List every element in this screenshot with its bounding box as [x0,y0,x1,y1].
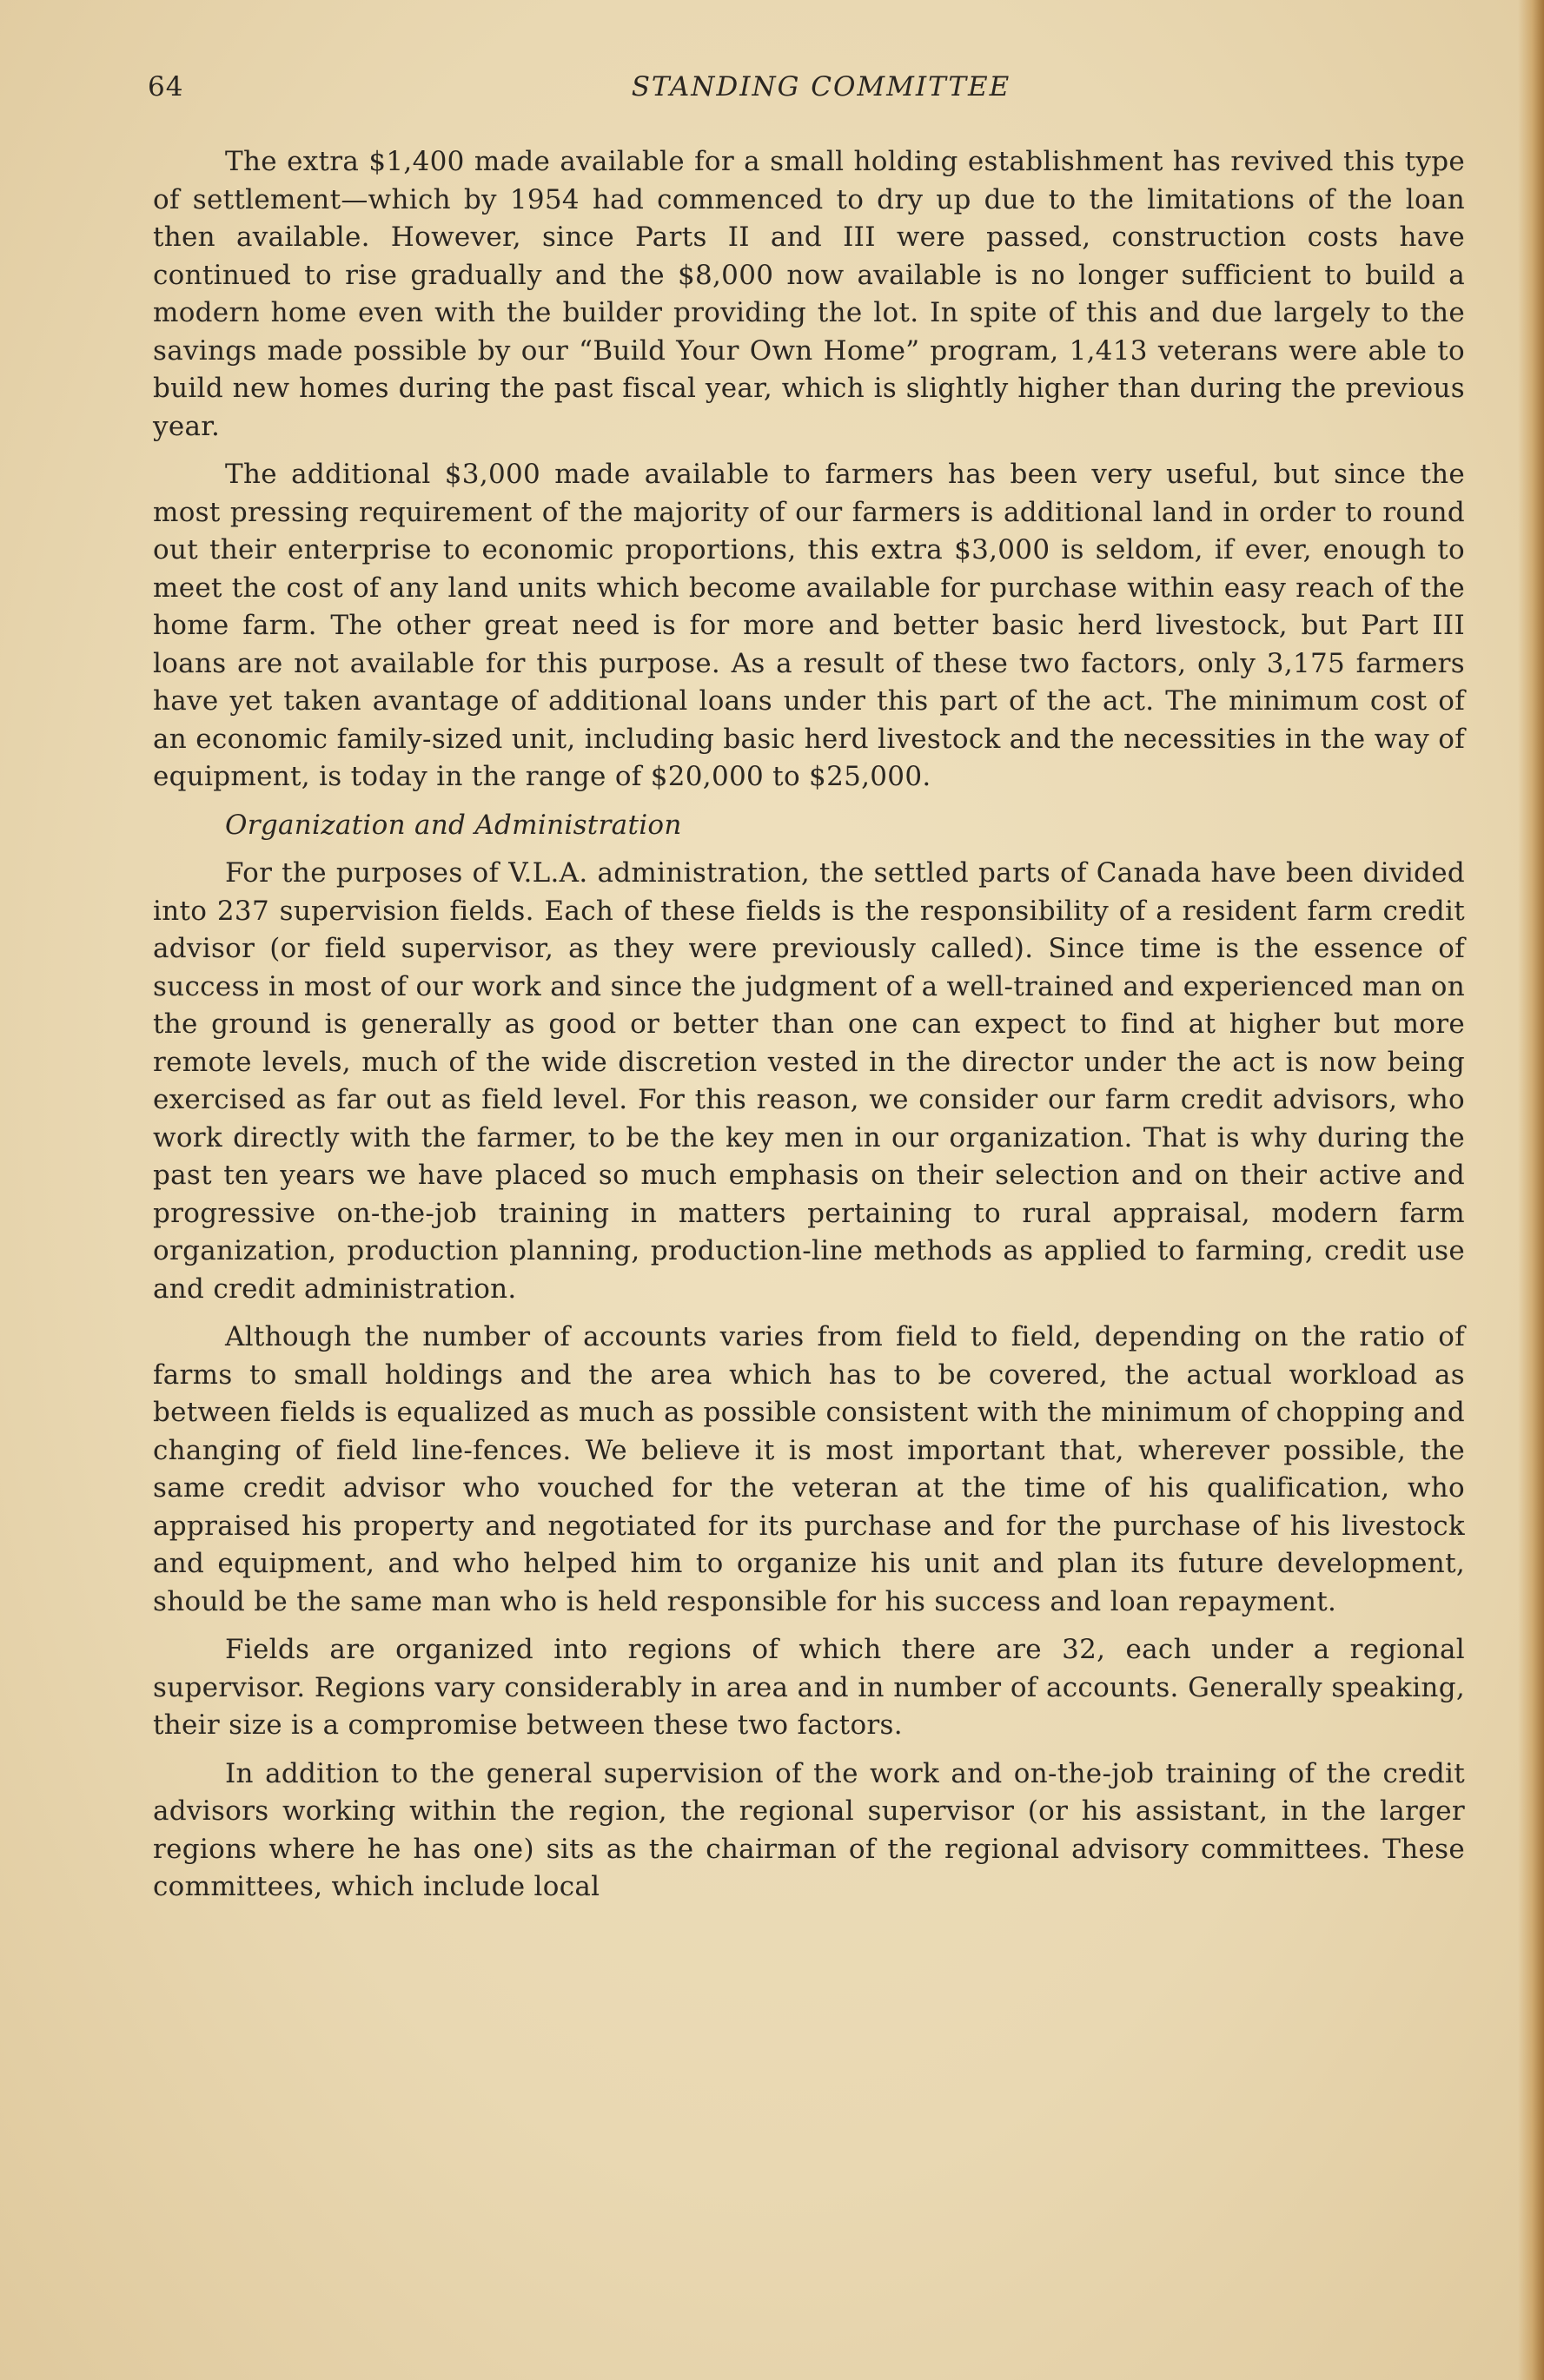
running-head: STANDING COMMITTEE [631,71,1011,102]
paragraph: For the purposes of V.L.A. administration, the settled parts of Canada have been divided into 237 supervision fields. Each of these fields is the responsibility of a resident farm credit advisor (or field supervisor, as they were previously called). Since time is the essence of success in most of our work and since the judgment of a well-trained and experienced man on the ground is generally as good or better than one can expect to find at higher but more remote levels, much of the wide discretion vested in the director under the act is now being exercised as far out as field level. For this reason, we consider our farm credit advisors, who work directly with the farmer, to be the key men in our organization. That is why during the past ten years we have placed so much emphasis on their selection and on their active and progressive on-the-job training in matters pertaining to rural appraisal, modern farm organization, production planning, production-line methods as applied to farming, credit use and credit administration. [153,857,1465,1305]
paragraph: Fields are organized into regions of which there are 32, each under a regional supervisor. Regions vary considerably in area and in number of accounts. Generally speaking, their size is a compromise between these two factors. [153,1634,1465,1741]
paragraph: Although the number of accounts varies from field to field, depending on the ratio of farms to small holdings and the area which has to be covered, the actual workload as between fields is equalized as much as possible consistent with the minimum of chopping and changing of field line-fences. We believe it is most important that, wherever possible, the same credit advisor who vouched for the veteran at the time of his qualification, who appraised his property and negotiated for its purchase and for the purchase of his livestock and equipment, and who helped him to organize his unit and plan its future development, should be the same man who is held responsible for his success and loan repayment. [153,1321,1465,1617]
paragraph: In addition to the general supervision of the work and on-the-job training of the credit advisors working within the region, the regional supervisor (or his assistant, in the larger regions where he has one) sits as the chairman of the regional advisory committees. These committees, which include local [153,1757,1465,1902]
section-heading: Organization and Administration [225,809,682,841]
page-body [153,143,1465,1917]
page-number: 64 [148,71,184,102]
page-edge-shadow [1518,0,1544,2380]
page-header [148,71,1468,115]
paragraph: The additional $3,000 made available to farmers has been very useful, but since the most pressing requirement of the majority of our farmers is additional land in order to round out their enterprise to economic proportions, this extra $3,000 is seldom, if ever, enough to meet the cost of any land units which become available for purchase within easy reach of the home farm. The other great need is for more and better basic herd livestock, but Part III loans are not available for this purpose. As a result of these two factors, only 3,175 farmers have yet taken avantage of additional loans under this part of the act. The minimum cost of an economic family-sized unit, including basic herd livestock and the necessities in the way of equipment, is today in the range of $20,000 to $25,000. [153,459,1465,792]
paragraph: The extra $1,400 made available for a small holding establishment has revived this type of settlement—which by 1954 had commenced to dry up due to the limitations of the loan then available. However, since Parts II and III were passed, construction costs have continued to rise gradually and the $8,000 now available is no longer sufficient to build a modern home even with the builder providing the lot. In spite of this and due largely to the savings made possible by our “Build Your Own Home” program, 1,413 veterans were able to build new homes during the past fiscal year, which is slightly higher than during the previous year. [153,146,1465,442]
